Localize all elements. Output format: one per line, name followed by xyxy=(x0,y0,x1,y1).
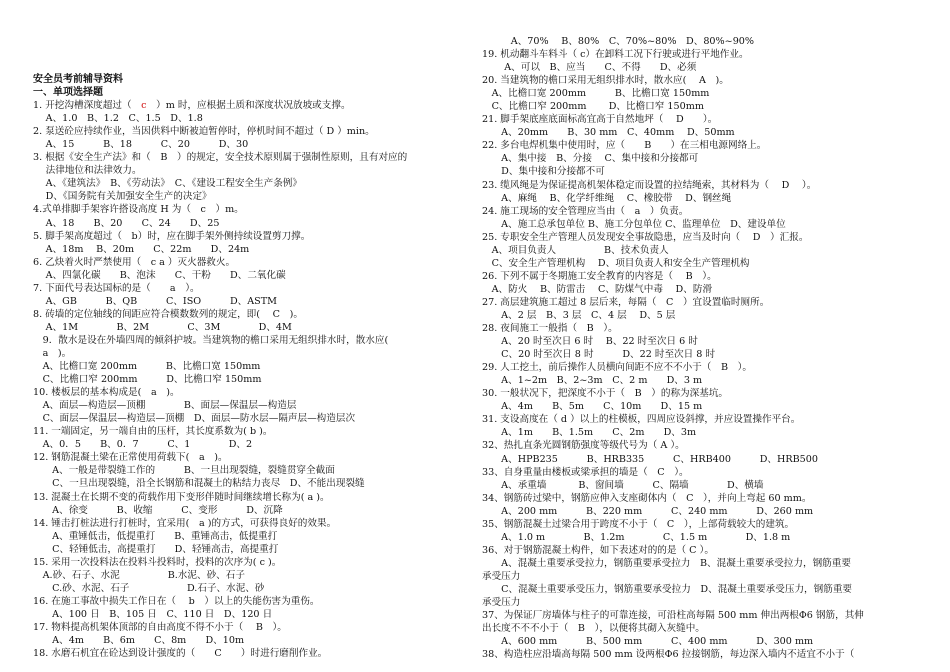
question-line: 8. 砖墙的定位轴线的间距应符合模数数列的规定，即( C )。 xyxy=(33,308,303,320)
question-line: 14. 锤击打桩法进行打桩时，宜采用( a )的方式，可获得良好的效果。 xyxy=(33,517,337,529)
question-line: A、4m B、6m C、8m D、10m xyxy=(33,635,245,647)
question-line: 25. 专职安全生产管理人员发现安全事故隐患，应当及时向（ D ）汇报。 xyxy=(482,231,809,243)
question-line: C、比檐口窄 200mm D、比檐口窄 150mm xyxy=(33,374,262,386)
question-line: 4.式单排脚手架容许搭设高度 H 为（ c ）m。 xyxy=(33,204,244,216)
question-line: A、18 B、20 C、24 D、25 xyxy=(33,217,220,229)
question-line: 20. 当建筑物的檐口采用无组织排水时，散水应( A )。 xyxy=(482,75,729,87)
question-line: A、四氯化碳 B、泡沫 C、干粉 D、二氧化碳 xyxy=(33,269,286,281)
question-line: 3. 根据《安全生产法》和（ B ）的规定，安全技术原则属于强制性原则，且有对应的 xyxy=(33,152,408,164)
question-line: A、200 mm B、220 mm C、240 mm D、260 mm xyxy=(482,505,814,517)
question-line: A、1M B、2M C、3M D、4M xyxy=(33,321,292,333)
question-line: A、防火 B、防雷击 C、防煤气中毒 D、防滑 xyxy=(482,283,713,295)
question-line: A、70% B、80% C、70%~80% D、80%~90% xyxy=(482,36,755,47)
question-line: 6. 乙炔着火时严禁使用（ c a ）灭火器救火。 xyxy=(33,256,236,268)
question-line: C.砂、水泥、石子 D.石子、水泥、砂 xyxy=(33,582,265,594)
question-line: C、比檐口窄 200mm D、比檐口窄 150mm xyxy=(482,101,704,113)
question-line: A、一般是带裂缝工作的 B、一旦出现裂缝，裂缝贯穿全截面 xyxy=(33,465,335,477)
question-line: A、《建筑法》 B、《劳动法》 C、《建设工程安全生产条例》 xyxy=(33,178,302,190)
question-line: 19. 机动翻斗车料斗（ c）在卸料工况下行驶或进行平地作业。 xyxy=(482,49,749,61)
question-line: A、0．5 B、0．7 C、1 D、2 xyxy=(33,439,253,451)
answer-highlight: c xyxy=(141,100,147,112)
question-line: 21. 脚手架底座底面标高宜高于自然地坪（ D ）。 xyxy=(482,114,718,126)
section-heading: 一、单项选择题 xyxy=(33,87,103,99)
question-line: 承受压力 xyxy=(482,570,521,582)
question-line: 23. 缆风绳是为保证提高机架体稳定而设置的拉结绳索，其材料为（ D ）。 xyxy=(482,179,817,191)
question-line: 28. 夜间施工一般指（ B ）。 xyxy=(482,323,618,335)
question-line: 24. 施工现场的安全管理应当由（ a ）负责。 xyxy=(482,205,689,217)
question-line: 11. 一端固定，另一端自由的压杆，其长度系数为( b )。 xyxy=(33,426,273,438)
question-line: A、18m B、20m C、22m D、24m xyxy=(33,243,250,255)
question-line: A、集中接 B、分接 C、集中接和分接都可 xyxy=(482,153,699,165)
question-line: C、轻锤低击，高提重打 D、轻锤高击，高提重打 xyxy=(33,543,279,555)
document-title: 安全员考前辅导资料 xyxy=(33,74,123,85)
question-line: 32、热扎直条光圆钢筋强度等级代号为（ A ）。 xyxy=(482,440,685,452)
question-line: A、4m B、5m C、10m D、15 m xyxy=(482,401,703,413)
question-line: A、1.0 m B、1.2m C、1.5 m D、1.8 m xyxy=(482,531,791,543)
question-line: A、项目负责人 B、技术负责人 xyxy=(482,244,669,256)
question-line: 承受压力 xyxy=(482,597,521,609)
question-line: A、1~2m B、2~3m C、2 m D、3 m xyxy=(482,375,703,387)
left-question-list xyxy=(33,99,465,660)
question-line: 15. 采用一次投料法在投料斗投料时，投料的次序为( c )。 xyxy=(33,556,282,568)
question-line: 31. 支设高度在（ d ）以上的柱模板，四周应设斜撑，并应设置操作平台。 xyxy=(482,414,801,426)
question-line: A、可以 B、应当 C、不得 D、必须 xyxy=(482,62,697,74)
question-line: C、一旦出现裂缝，沿全长钢筋和混凝土的粘结力丧尽 D、不能出现裂缝 xyxy=(33,478,365,490)
question-line: A、比檐口宽 200mm B、比檐口宽 150mm xyxy=(33,361,261,373)
question-line: 10. 楼板层的基本构成是( a )。 xyxy=(33,387,180,399)
question-line: D、《国务院有关加强安全生产的决定》 xyxy=(33,191,212,203)
question-line: C、安全生产管理机构 D、项目负责人和安全生产管理机构 xyxy=(482,257,750,269)
question-line: A、重锤低击，低提重打 B、重锤高击，低提重打 xyxy=(33,530,278,542)
question-line: C、混凝土重要承受压力，钢筋重要承受拉力 D、混凝土重要承受压力，钢筋重要 xyxy=(482,583,852,595)
right-question-list xyxy=(482,35,922,661)
question-line: 38、构造柱应沿墙高每隔 500 mm 设两根Φ6 拉接钢筋，每边深入墙内不适宜不小于（ xyxy=(482,649,855,661)
question-line: 法律地位和法律效力。 xyxy=(33,165,142,177)
question-line: A、2 层 B、3 层 C、4 层 D、5 层 xyxy=(482,309,676,321)
question-line: 1. 开挖沟槽深度超过（ c ）m 时，应根据土质和深度状况放坡或支撑。 xyxy=(33,100,351,112)
question-line: 5. 脚手架高度超过（ b）时，应在脚手架外侧持续设置剪刀撑。 xyxy=(33,230,311,242)
question-line: A、600 mm B、500 mm C、400 mm D、300 mm xyxy=(482,636,814,648)
question-line: 34、钢筋砖过梁中，钢筋应伸入支座砌体内（ C ），并向上弯起 60 mm。 xyxy=(482,492,812,504)
question-line: A、麻绳 B、化学纤维绳 C、橡胶带 D、钢丝绳 xyxy=(482,192,732,204)
question-line: D、集中接和分接都不可 xyxy=(482,166,605,178)
question-line: 17. 物料提高机架体顶部的自由高度不得不小于（ B ）。 xyxy=(33,621,287,633)
question-line: 33、自身重量由楼板或梁承担的墙是（ C ）。 xyxy=(482,466,689,478)
right-column xyxy=(482,35,922,661)
question-line: 22. 多台电焊机集中使用时，应（ B ）在三相电源网络上。 xyxy=(482,140,767,152)
question-line: 13. 混凝土在长期不变的荷载作用下变形伴随时间继续增长称为( a )。 xyxy=(33,491,330,503)
question-line: 18. 水磨石机宜在砼达到设计强度的（ C ）时进行磨削作业。 xyxy=(33,648,328,660)
question-line: A、HPB235 B、HRB335 C、HRB400 D、HRB500 xyxy=(482,453,818,465)
question-line: A、1.0 B、1.2 C、1.5 D、1.8 xyxy=(33,113,203,125)
question-line: A、100 日 B、105 日 C、110 日 D、120 日 xyxy=(33,608,273,620)
question-line: A、GB B、QB C、ISO D、ASTM xyxy=(33,295,277,307)
left-column xyxy=(33,73,465,660)
question-line: 12. 钢筋混凝土梁在正常使用荷载下( a )。 xyxy=(33,452,228,464)
question-line: A、徐变 B、收缩 C、变形 D、沉降 xyxy=(33,504,283,516)
question-line: 2. 泵送砼应持续作业，当因供料中断被迫暂停时，停机时间不超过（ D ）min。 xyxy=(33,126,375,138)
question-line: a )。 xyxy=(33,347,72,359)
question-line: 29. 人工挖土，前后操作人员横向间距不应不不小于（ B ）。 xyxy=(482,362,752,374)
question-line: 30. 一般状况下，把深度不小于（ B ）的称为深基坑。 xyxy=(482,388,729,400)
question-line: A.砂、石子、水泥 B.水泥、砂、石子 xyxy=(33,569,245,581)
question-line: 16. 在施工事故中损失工作日在（ b ）以上的失能伤害为重伤。 xyxy=(33,595,320,607)
question-line: A、承重墙 B、窗间墙 C、隔墙 D、横墙 xyxy=(482,479,764,491)
question-line: 7. 下面代号表达国标的是（ a ）。 xyxy=(33,282,200,294)
question-line: A、20 时至次日 6 时 B、22 时至次日 6 时 xyxy=(482,336,698,348)
question-line: 27. 高层建筑施工超过 8 层后来，每隔（ C ）宜设置临时厕所。 xyxy=(482,296,770,308)
question-line: 35、钢筋混凝土过梁合用于跨度不小于（ C ），上部荷载较大的建筑。 xyxy=(482,518,795,530)
question-line: A、混凝土重要承受拉力，钢筋重要承受拉力 B、混凝土重要承受拉力，钢筋重要 xyxy=(482,557,851,569)
question-line: A、面层—构造层—顶棚 B、面层—保温层—构造层 xyxy=(33,400,297,412)
question-line: A、施工总承包单位 B、施工分包单位 C、监理单位 D、建设单位 xyxy=(482,218,786,230)
question-line: 9．散水是设在外墙四周的倾斜护坡。当建筑物的檐口采用无组织排水时，散水应( xyxy=(33,334,389,346)
question-line: A、1m B、1.5m C、2m D、3m xyxy=(482,427,697,439)
question-line: 37、为保证厂房墙体与柱子的可靠连接，可沿柱高每隔 500 mm 伸出两根Φ6 钢筋，其伸 xyxy=(482,610,864,622)
question-line: A、15 B、18 C、20 D、30 xyxy=(33,139,249,151)
question-line: 36、对于钢筋混凝土构件，如下表述对的的是（ C ）。 xyxy=(482,544,714,556)
question-line: A、20mm B、30 mm C、40mm D、50mm xyxy=(482,127,735,139)
question-line: C、面层—保温层—构造层—顶棚 D、面层—防水层—隔声层—构造层次 xyxy=(33,413,356,425)
question-line: A、比檐口宽 200mm B、比檐口宽 150mm xyxy=(482,88,710,100)
question-line: 26. 下列不属于冬期施工安全教育的内容是（ B ）。 xyxy=(482,270,717,282)
question-line: 出长度不不不小于（ B ），以便将其砌入灰缝中。 xyxy=(482,623,705,635)
question-line: C、20 时至次日 8 时 D、22 时至次日 8 时 xyxy=(482,349,716,361)
